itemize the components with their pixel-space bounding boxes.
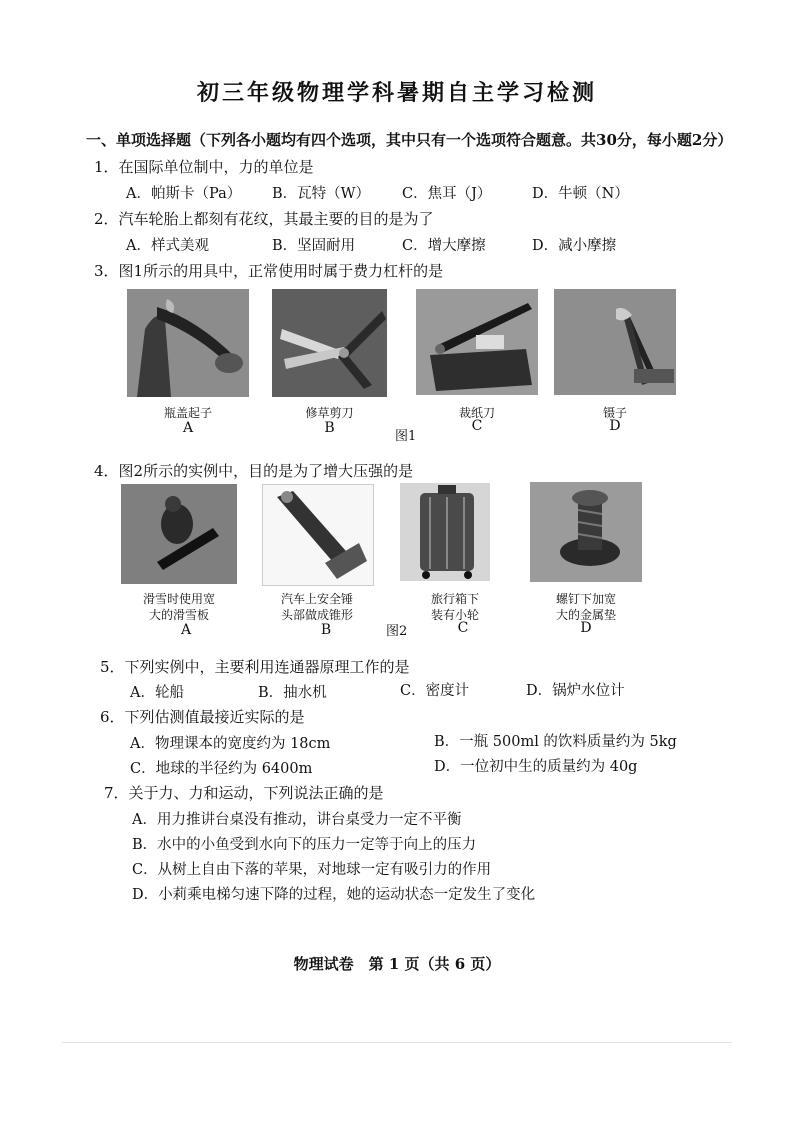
question-7-option-b: B．水中的小鱼受到水向下的压力一定等于向上的压力	[132, 837, 477, 853]
question-2-option-d: D．减小摩擦	[532, 238, 617, 254]
question-7-stem: 7．关于力、力和运动，下列说法正确的是	[104, 784, 384, 802]
fig2-caption-c-line1: 旅行箱下	[430, 592, 479, 606]
question-1-option-b: B．瓦特（W）	[272, 186, 371, 202]
fig1-caption-d: 镊子	[602, 406, 627, 420]
page-title: 初三年级物理学科暑期自主学习检测	[196, 80, 597, 106]
fig2-letter-d: D	[580, 620, 592, 636]
fig2-letter-a: A	[180, 622, 192, 638]
question-1-stem: 1．在国际单位制中，力的单位是	[94, 158, 314, 176]
question-1-option-c: C．焦耳（J）	[402, 186, 492, 202]
fig2-caption-d-line2: 大的金属垫	[555, 608, 616, 622]
fig1-caption-b: 修草剪刀	[305, 406, 354, 420]
fig1-letter-a: A	[182, 420, 194, 436]
grass-shears-photo	[272, 289, 387, 397]
question-6-stem: 6．下列估测值最接近实际的是	[100, 708, 305, 726]
suitcase-photo	[400, 483, 490, 581]
question-7-option-c: C．从树上自由下落的苹果，对地球一定有吸引力的作用	[132, 862, 492, 878]
question-2-option-c: C．增大摩擦	[402, 238, 486, 254]
fig2-caption-d-line1: 螺钉下加宽	[555, 592, 616, 606]
question-5-option-c: C．密度计	[400, 683, 470, 699]
bottle-opener-photo	[127, 289, 249, 397]
fig1-caption-c: 裁纸刀	[458, 406, 495, 420]
fig2-caption-a-line2: 大的滑雪板	[148, 608, 209, 622]
paper-cutter-photo	[416, 289, 538, 395]
question-6-option-b: B．一瓶 500ml 的饮料质量约为 5kg	[434, 734, 677, 750]
fig2-caption-b-line2: 头部做成锥形	[280, 608, 353, 622]
question-2-option-a: A．样式美观	[126, 238, 209, 254]
fig2-letter-b: B	[320, 622, 332, 638]
section-instructions: （下列各小题均有四个选项，其中只有一个选项符合题意。共30分，每小题2分）	[191, 131, 733, 149]
question-6-option-d: D．一位初中生的质量约为 40g	[434, 759, 638, 775]
fig2-caption-a-line1: 滑雪时使用宽	[142, 592, 215, 606]
question-5-option-d: D．锅炉水位计	[526, 683, 625, 699]
question-2-option-b: B．坚固耐用	[272, 238, 356, 254]
fig1-letter-c: C	[471, 418, 483, 434]
section-heading	[86, 129, 732, 150]
figure-2-label: 图2	[386, 624, 408, 639]
question-2-stem: 2．汽车轮胎上都刻有花纹，其最主要的目的是为了	[94, 210, 434, 228]
fig2-letter-c: C	[457, 620, 469, 636]
question-5-stem: 5．下列实例中，主要利用连通器原理工作的是	[100, 658, 410, 676]
question-7-option-d: D．小莉乘电梯匀速下降的过程，她的运动状态一定发生了变化	[132, 887, 536, 903]
figure-1-label: 图1	[395, 429, 417, 444]
tweezers-photo	[554, 289, 676, 395]
fig2-caption-b-line1: 汽车上安全锤	[280, 592, 353, 606]
fig2-caption-c-line2: 装有小轮	[430, 608, 479, 622]
question-1-option-a: A．帕斯卡（Pa）	[126, 186, 242, 202]
question-7-option-a: A．用力推讲台桌没有推动，讲台桌受力一定不平衡	[132, 812, 462, 828]
question-1-option-d: D．牛顿（N）	[532, 186, 629, 202]
question-6-option-c: C．地球的半径约为 6400m	[130, 761, 313, 777]
question-5-option-b: B．抽水机	[258, 685, 327, 701]
page-footer: 物理试卷 第 1 页（共 6 页）	[293, 955, 501, 973]
question-4-stem: 4．图2所示的实例中，目的是为了增大压强的是	[94, 462, 414, 480]
screw-washer-photo	[530, 482, 642, 582]
bottom-divider	[62, 1042, 732, 1043]
section-heading-label: 一、单项选择题	[86, 131, 192, 149]
question-3-stem: 3．图1所示的用具中，正常使用时属于费力杠杆的是	[94, 262, 444, 280]
fig1-letter-b: B	[324, 420, 335, 436]
snowboard-photo	[121, 484, 237, 584]
question-6-option-a: A．物理课本的宽度约为 18cm	[130, 736, 331, 752]
question-5-option-a: A．轮船	[130, 685, 184, 701]
safety-hammer-photo	[262, 484, 374, 586]
fig1-caption-a: 瓶盖起子	[163, 406, 212, 420]
fig1-letter-d: D	[609, 418, 621, 434]
